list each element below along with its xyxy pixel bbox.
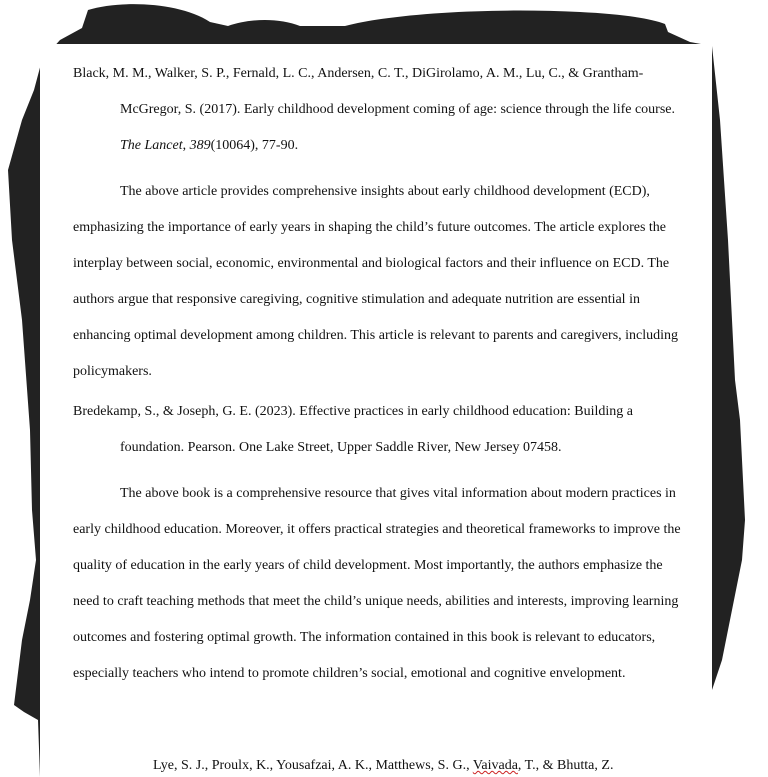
journal-title: The Lancet xyxy=(120,138,183,153)
annotation-paragraph-1: The above article provides comprehensive insights about early childhood development (ECD), emphasizing the importance of early years in shaping the child’s future outcomes. The article explores the interplay between social, economic, environmental and biological factors and their influence on ECD. The authors argue that responsive caregiving, cognitive stimulation and adequate nutrition are essential in enhancing optimal development among children. This article is relevant to parents and caregivers, including policymakers. xyxy=(73,184,679,379)
torn-partial-reference xyxy=(73,744,693,777)
reference-comma: , xyxy=(182,138,190,153)
partial-reference-before: Lye, S. J., Proulx, K., Yousafzai, A. K., Matthews, S. G., xyxy=(153,758,473,773)
reference-authors: Black, M. M., Walker, S. P., Fernald, L. C., Andersen, C. T., DiGirolamo, A. M., Lu, C., & Grantham-McGregor, S. (2017). Early childhood development coming of age: science through the life course. xyxy=(73,66,675,117)
partial-reference-text xyxy=(153,749,613,777)
partial-reference-after: , T., & Bhutta, Z. xyxy=(517,758,614,773)
spellcheck-flagged-word: Vaivada xyxy=(472,758,518,773)
document-body xyxy=(73,56,685,696)
journal-volume: 389 xyxy=(189,138,211,153)
annotation-paragraph-2: The above book is a comprehensive resource that gives vital information about modern practices in early childhood education. Moreover, it offers practical strategies and theoretical frameworks to improve the quality of education in the early years of child development. Most importantly, the authors emphasize the need to craft teaching methods that meet the child’s unique needs, abilities and interests, improving learning outcomes and fostering optimal growth. The information contained in this book is relevant to educators, especially teachers who intend to promote children’s social, emotional and cognitive envelopment. xyxy=(73,486,681,681)
reference-issue-pages: (10064), 77-90. xyxy=(210,138,299,153)
reference-entry-bredekamp-2023: Bredekamp, S., & Joseph, G. E. (2023). Effective practices in early childhood education: Building a foundation. Pearson. One Lake Street, Upper Saddle River, New Jersey 07458. xyxy=(73,404,633,455)
reference-entry-black-2017 xyxy=(73,56,685,164)
